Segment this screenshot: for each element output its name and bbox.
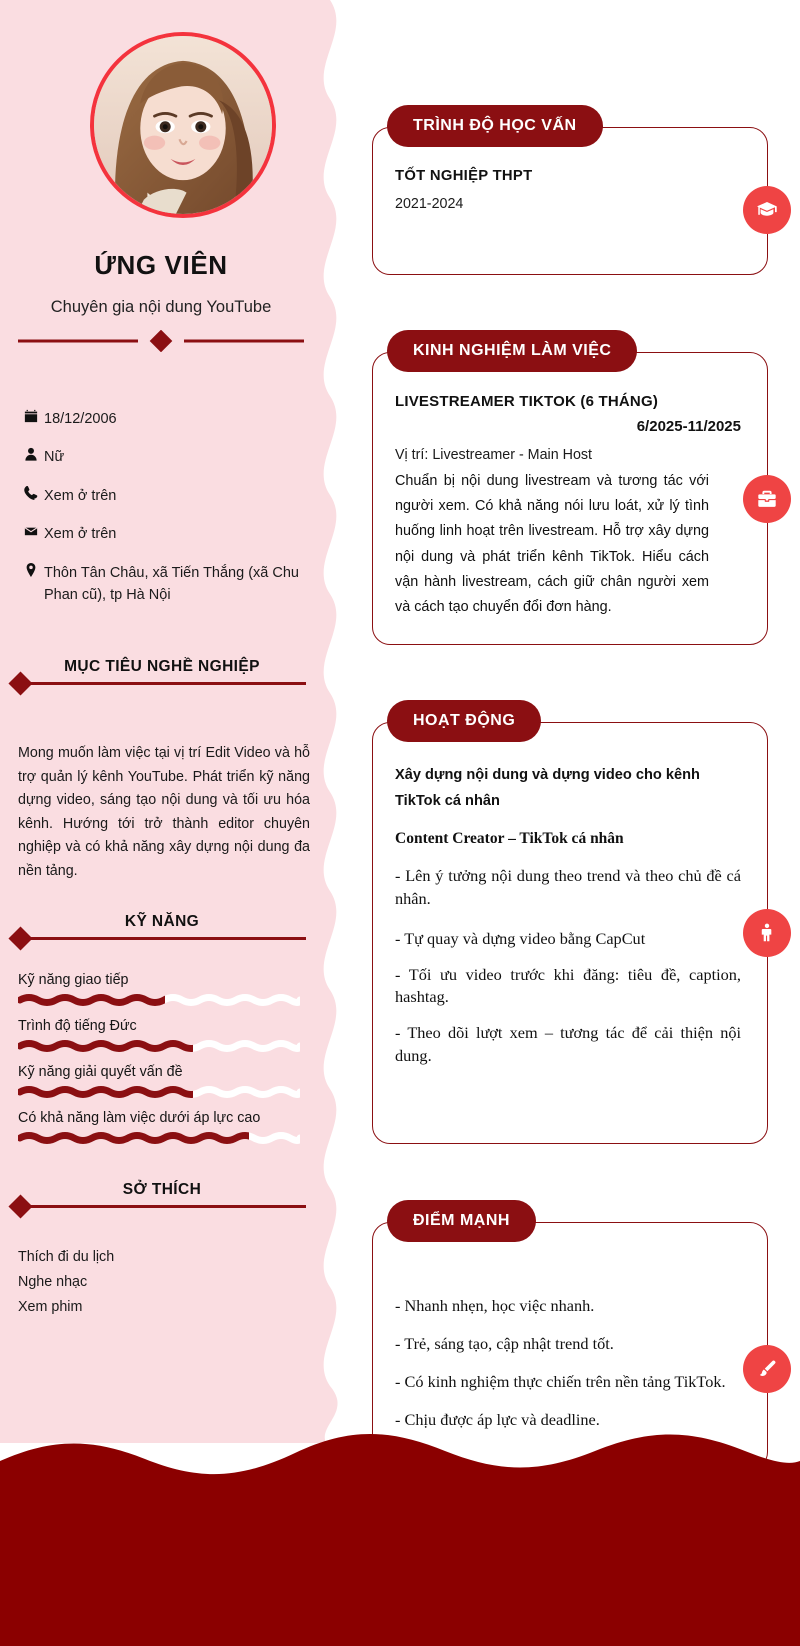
activity-bullet: - Tối ưu video trước khi đăng: tiêu đề, caption, hashtag. [395, 964, 741, 1007]
contact-item-phone [18, 485, 318, 507]
section-heading-skills [18, 913, 306, 943]
phone-icon [18, 485, 44, 500]
heading-text: SỞ THÍCH [122, 1181, 202, 1198]
section-heading-objective [18, 658, 306, 688]
education-card [372, 117, 768, 275]
portrait-illustration [94, 36, 272, 214]
paintbrush-icon [743, 1345, 791, 1393]
skill-label: Có khả năng làm việc dưới áp lực cao [18, 1110, 261, 1126]
footer-wave-decoration [0, 1431, 800, 1646]
heading-rule [18, 1205, 306, 1208]
activities-section-pill: HOẠT ĐỘNG [387, 700, 541, 742]
education-title: TỐT NGHIỆP THPT [395, 168, 533, 184]
activities-title: Xây dựng nội dung và dựng video cho kênh TikTok cá nhân [395, 767, 700, 809]
briefcase-icon [743, 475, 791, 523]
experience-position: Vị trí: Livestreamer - Main Host [395, 447, 593, 463]
contact-value: Thôn Tân Châu, xã Tiến Thắng (xã Chu Phan cũ), tp Hà Nội [44, 564, 299, 604]
page-title: ỨNG VIÊN [94, 250, 228, 280]
strengths-section-pill: ĐIỂM MẠNH [387, 1200, 536, 1242]
section-heading-hobbies [18, 1181, 306, 1211]
activities-bullet-list [395, 865, 741, 1068]
avatar [90, 32, 276, 218]
calendar-icon [18, 408, 44, 423]
skill-label: Trình độ tiếng Đức [18, 1018, 137, 1034]
person-icon [18, 446, 44, 461]
hobbies-list [18, 1245, 310, 1320]
strength-bullet: - Trẻ, sáng tạo, cập nhật trend tốt. [395, 1334, 614, 1354]
left-sidebar-panel [0, 0, 360, 1443]
activities-card [372, 712, 768, 1144]
education-date: 2021-2024 [395, 196, 464, 212]
contact-item-gender [18, 446, 318, 468]
skill-progress-bar [18, 1130, 310, 1146]
experience-title: LIVESTREAMER TIKTOK (6 THÁNG) [395, 393, 659, 410]
location-icon [18, 562, 44, 577]
experience-date: 6/2025-11/2025 [636, 418, 741, 435]
heading-rule [18, 937, 306, 940]
graduation-cap-icon [743, 186, 791, 234]
skill-progress-bar [18, 992, 310, 1008]
contact-item-birthdate [18, 408, 318, 430]
experience-description: Chuẩn bị nội dung livestream và tương tác với người xem. Có khả năng nói lưu loát, xử lý tình huống linh hoạt trên livestream. Hỗ trợ xây dựng nội dung và phát triển kênh TikTok. Hiểu cách vận hành livestream, cách giữ chân người xem và cách tạo chuyển đổi đơn hàng. [395, 473, 709, 616]
person-activity-icon [743, 909, 791, 957]
envelope-icon [18, 523, 44, 538]
activities-subtitle: Content Creator – TikTok cá nhân [395, 830, 624, 848]
heading-text: MỤC TIÊU NGHỀ NGHIỆP [64, 658, 260, 675]
contact-value: 18/12/2006 [44, 411, 117, 427]
hobby-item: Nghe nhạc [18, 1274, 88, 1291]
profile-role: Chuyên gia nội dung YouTube [50, 298, 272, 316]
heading-text: KỸ NĂNG [124, 913, 200, 930]
contact-item-email [18, 523, 318, 545]
skill-progress-bar [18, 1084, 310, 1100]
hobby-item: Thích đi du lịch [18, 1249, 115, 1265]
activity-bullet: - Theo dõi lượt xem – tương tác để cải thiện nội dung. [395, 1023, 741, 1065]
hobby-item: Xem phim [18, 1299, 83, 1316]
contact-list [18, 408, 318, 623]
contact-value: Nữ [44, 449, 65, 466]
right-content-column [356, 0, 800, 1443]
contact-value: Xem ở trên [44, 487, 117, 504]
experience-section-pill: KINH NGHIỆM LÀM VIỆC [387, 330, 637, 372]
skill-label: Kỹ năng giao tiếp [18, 972, 129, 988]
strength-bullet: - Có kinh nghiệm thực chiến trên nền tảng TikTok. [395, 1372, 726, 1392]
strength-bullet: - Chịu được áp lực và deadline. [395, 1410, 600, 1430]
skill-progress-bar [18, 1038, 310, 1054]
heading-rule [18, 682, 306, 685]
activity-bullet: - Tự quay và dựng video bằng CapCut [395, 928, 646, 948]
activity-bullet: - Lên ý tưởng nội dung theo trend và theo chủ đề cá nhân. [395, 866, 741, 908]
contact-value: Xem ở trên [44, 526, 117, 543]
experience-card [372, 342, 768, 645]
strengths-bullet-list [395, 1294, 741, 1432]
education-section-pill: TRÌNH ĐỘ HỌC VẤN [387, 105, 603, 147]
objective-body: Mong muốn làm việc tại vị trí Edit Video và hỗ trợ quản lý kênh YouTube. Phát triển kỹ năng dựng video, sáng tạo nội dung và tối ưu hóa kênh. Hướng tới trở thành editor chuyên nghiệp và có khả năng xây dựng nội dung đa nền tảng. [18, 745, 310, 879]
strength-bullet: - Nhanh nhẹn, học việc nhanh. [395, 1296, 595, 1315]
skills-list [18, 972, 310, 1156]
name-divider [18, 330, 304, 352]
skill-label: Kỹ năng giải quyết vấn đề [18, 1064, 183, 1080]
contact-item-address [18, 562, 318, 607]
